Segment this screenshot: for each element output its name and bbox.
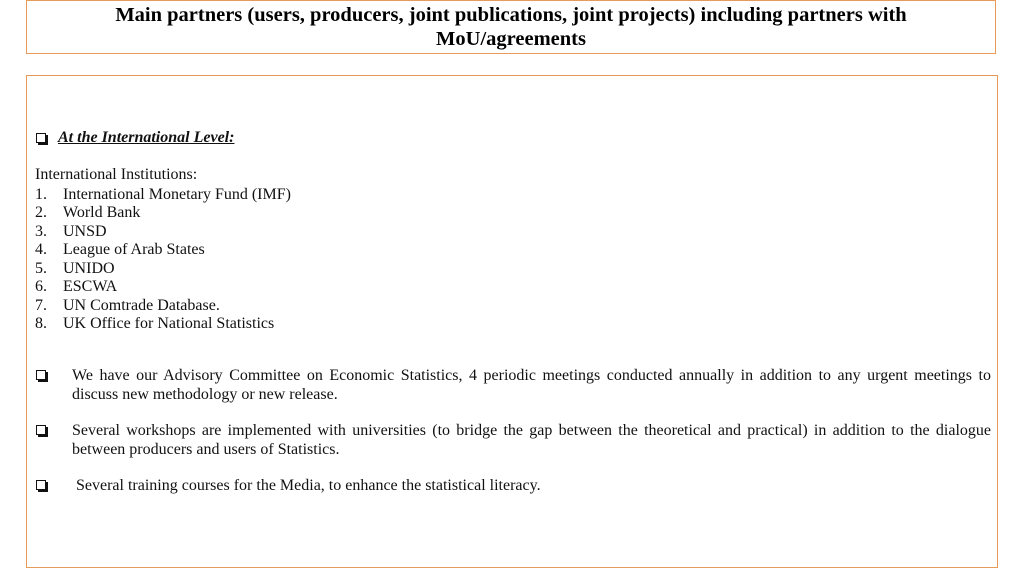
list-item: [35, 315, 291, 334]
list-item-label: ESCWA: [63, 278, 118, 295]
list-item-label: World Bank: [63, 204, 141, 221]
checkbox-bullet-icon: [36, 133, 46, 143]
list-item: [35, 204, 291, 223]
bullet-points: [36, 367, 991, 514]
list-item-label: UNIDO: [63, 259, 115, 277]
checkbox-bullet-icon: [36, 370, 46, 380]
title-box: [26, 0, 996, 54]
bullet-item: [36, 477, 991, 496]
list-item: [35, 223, 291, 242]
bullet-text: We have our Advisory Committee on Economic Statistics, 4 periodic meetings conducted annually in addition to any urgent meetings to discuss new methodology or new release.: [72, 367, 991, 403]
list-item: [35, 278, 291, 297]
bullet-text: Several workshops are implemented with universities (to bridge the gap between the theoretical and practical) in addition to the dialogue between producers and users of Statistics.: [72, 422, 991, 458]
slide-title: Main partners (users, producers, joint publications, joint projects) including partners with MoU/agreements: [115, 4, 907, 50]
institutions-heading: International Institutions:: [35, 166, 198, 183]
list-item-label: League of Arab States: [63, 241, 205, 258]
list-item-label: UK Office for National Statistics: [63, 315, 275, 332]
level-heading: At the International Level:: [58, 129, 235, 146]
list-item: [35, 297, 291, 316]
checkbox-bullet-icon: [36, 425, 46, 435]
checkbox-bullet-icon: [36, 480, 46, 490]
list-item: [35, 260, 291, 279]
institutions-list: [35, 186, 291, 334]
list-item-label: UN Comtrade Database.: [63, 296, 220, 314]
level-heading-row: [36, 129, 234, 147]
content-box: [26, 75, 998, 568]
bullet-text: Several training courses for the Media, to enhance the statistical literacy.: [76, 477, 541, 494]
institutions-section: [35, 166, 291, 334]
list-item-number: 2.: [35, 204, 47, 221]
list-item-number: 7.: [35, 296, 47, 314]
list-item-number: 3.: [35, 222, 47, 240]
list-item-number: 8.: [35, 315, 47, 332]
list-item-number: 4.: [35, 241, 47, 258]
bullet-item: [36, 422, 991, 459]
list-item: [35, 241, 291, 260]
list-item-number: 6.: [35, 278, 47, 295]
bullet-item: [36, 367, 991, 404]
list-item-number: 5.: [35, 259, 47, 277]
list-item-label: UNSD: [63, 222, 107, 240]
list-item: [35, 186, 291, 205]
list-item-number: 1.: [35, 185, 47, 203]
list-item-label: International Monetary Fund (IMF): [63, 185, 291, 203]
